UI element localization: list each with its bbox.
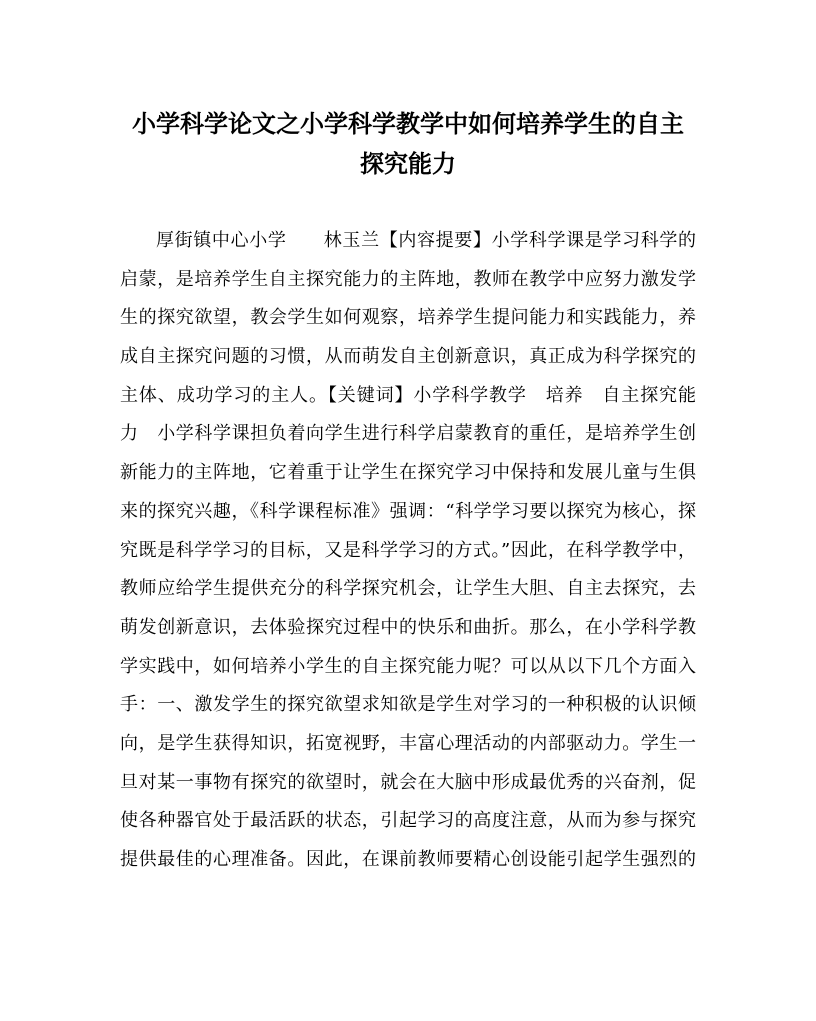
body-line: 使各种器官处于最活跃的状态，引起学习的高度注意，从而为参与探究 [120,810,696,832]
body-line: 成自主探究问题的习惯，从而萌发自主创新意识，真正成为科学探究的 [120,346,696,368]
title-line-1: 小学科学论文之小学科学教学中如何培养学生的自主 [132,109,684,138]
body-line: 教师应给学生提供充分的科学探究机会，让学生大胆、自主去探究，去 [120,578,696,600]
body-line: 旦对某一事物有探究的欲望时，就会在大脑中形成最优秀的兴奋剂，促 [120,771,696,793]
body-line: 启蒙，是培养学生自主探究能力的主阵地，教师在教学中应努力激发学 [120,268,696,290]
body-line: 提供最佳的心理准备。因此，在课前教师要精心创设能引起学生强烈的 [120,849,696,870]
body-line: 主体、成功学习的主人。【关键词】小学科学教学 培养 自主探究能 [120,384,696,406]
body-line: 来的探究兴趣，《科学课程标准》强调：“科学学习要以探究为核心，探 [120,500,696,522]
body-line: 生的探究欲望，教会学生如何观察，培养学生提问能力和实践能力，养 [120,307,696,329]
body-line: 厚街镇中心小学 林玉兰【内容提要】小学科学课是学习科学的 [156,230,696,251]
body-line: 手：一、激发学生的探究欲望求知欲是学生对学习的一种积极的认识倾 [120,694,696,716]
document-title [120,104,696,184]
body-line: 萌发创新意识，去体验探究过程中的快乐和曲折。那么，在小学科学教 [120,616,696,638]
body-line: 新能力的主阵地，它着重于让学生在探究学习中保持和发展儿童与生俱 [120,462,696,484]
body-paragraph [120,222,696,880]
title-line-2: 探究能力 [360,149,456,178]
body-line: 力 小学科学课担负着向学生进行科学启蒙教育的重任，是培养学生创 [120,423,696,445]
body-line: 向，是学生获得知识，拓宽视野，丰富心理活动的内部驱动力。学生一 [120,732,696,754]
body-line: 学实践中，如何培养小学生的自主探究能力呢？可以从以下几个方面入 [120,655,696,677]
body-line: 究既是科学学习的目标，又是科学学习的方式。”因此，在科学教学中， [120,539,696,561]
